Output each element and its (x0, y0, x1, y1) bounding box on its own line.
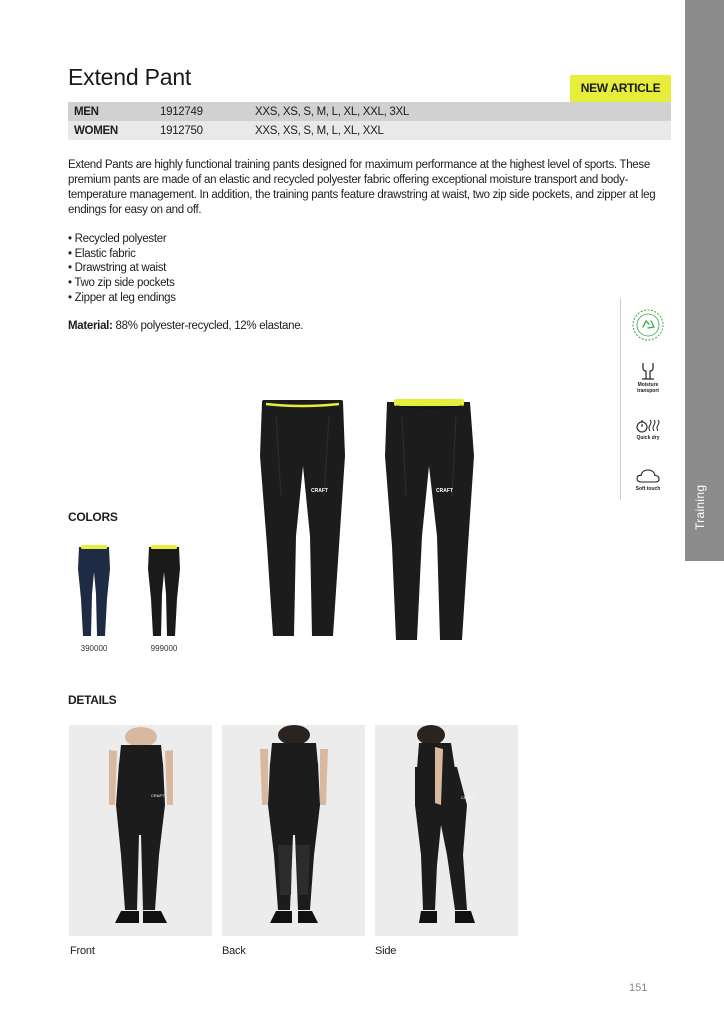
new-article-badge: NEW ARTICLE (570, 75, 671, 102)
detail-caption: Back (222, 945, 246, 957)
color-swatch-navy[interactable] (76, 544, 112, 638)
detail-photo-side (375, 725, 518, 936)
feature-list (68, 232, 176, 306)
moisture-caption-line2: transport (637, 388, 659, 394)
size-table (68, 102, 671, 140)
list-item: • Recycled polyester (68, 232, 176, 247)
page-number: 151 (629, 982, 648, 994)
recycled-feature (628, 308, 668, 342)
detail-photo-front (69, 725, 212, 936)
gender-cell: MEN (74, 105, 99, 118)
model-front-image (69, 725, 212, 936)
colors-heading: COLORS (68, 510, 118, 524)
moisture-caption-line1: Moisture (637, 382, 659, 388)
model-back-image (222, 725, 365, 936)
craft-logo-detail: CRAFT (151, 793, 165, 798)
table-row (68, 102, 671, 121)
craft-logo-women: CRAFT (436, 488, 453, 494)
icon-divider (620, 298, 621, 500)
craft-logo-side: CRAFT (461, 795, 475, 800)
detail-caption: Side (375, 945, 397, 957)
soft-touch-caption: Soft touch (635, 486, 661, 492)
product-description: Extend Pants are highly functional training pants designed for maximum performance at the highest level of sports. These premium pants are made of an elastic and recycled polyester fabric offering exceptional moisture transport and body-temperature management. In addition, the training pants feature drawstring at waist, two zip side pockets, and zipper at leg endings for easy on and off. (68, 159, 656, 216)
moisture-transport-caption (628, 382, 668, 394)
hero-pant-men (255, 396, 350, 642)
moisture-transport-icon (640, 362, 656, 380)
product-title: Extend Pant (68, 64, 192, 90)
section-side-tab-label: Training (693, 484, 707, 530)
details-heading: DETAILS (68, 693, 117, 707)
material-value: 88% polyester-recycled, 12% elastane. (115, 320, 304, 332)
list-item: • Zipper at leg endings (68, 291, 176, 306)
article-number-cell: 1912750 (160, 124, 203, 137)
list-item: • Two zip side pockets (68, 276, 176, 291)
color-code: 390000 (80, 644, 108, 653)
craft-logo-men: CRAFT (311, 488, 328, 494)
color-code: 999000 (150, 644, 178, 653)
soft-touch-feature (628, 468, 668, 492)
material-label: Material: (68, 320, 113, 332)
gender-cell: WOMEN (74, 124, 118, 137)
sizes-cell: XXS, XS, S, M, L, XL, XXL, 3XL (255, 105, 409, 118)
list-item: • Elastic fabric (68, 247, 176, 262)
detail-photo-back (222, 725, 365, 936)
color-swatch-black[interactable] (146, 544, 182, 638)
recycled-icon (631, 308, 665, 342)
soft-touch-icon (636, 468, 660, 484)
article-number-cell: 1912749 (160, 105, 203, 118)
hero-pant-women (382, 396, 477, 644)
section-side-tab (685, 0, 724, 561)
detail-caption: Front (70, 945, 95, 957)
list-item: • Drawstring at waist (68, 261, 176, 276)
sizes-cell: XXS, XS, S, M, L, XL, XXL (255, 124, 384, 137)
quick-dry-icon (636, 419, 660, 433)
quick-dry-feature (628, 419, 668, 441)
quick-dry-caption: Quick dry (636, 435, 660, 441)
moisture-transport-feature (628, 362, 668, 394)
model-side-image (375, 725, 518, 936)
material-line (68, 320, 303, 332)
table-row (68, 121, 671, 140)
